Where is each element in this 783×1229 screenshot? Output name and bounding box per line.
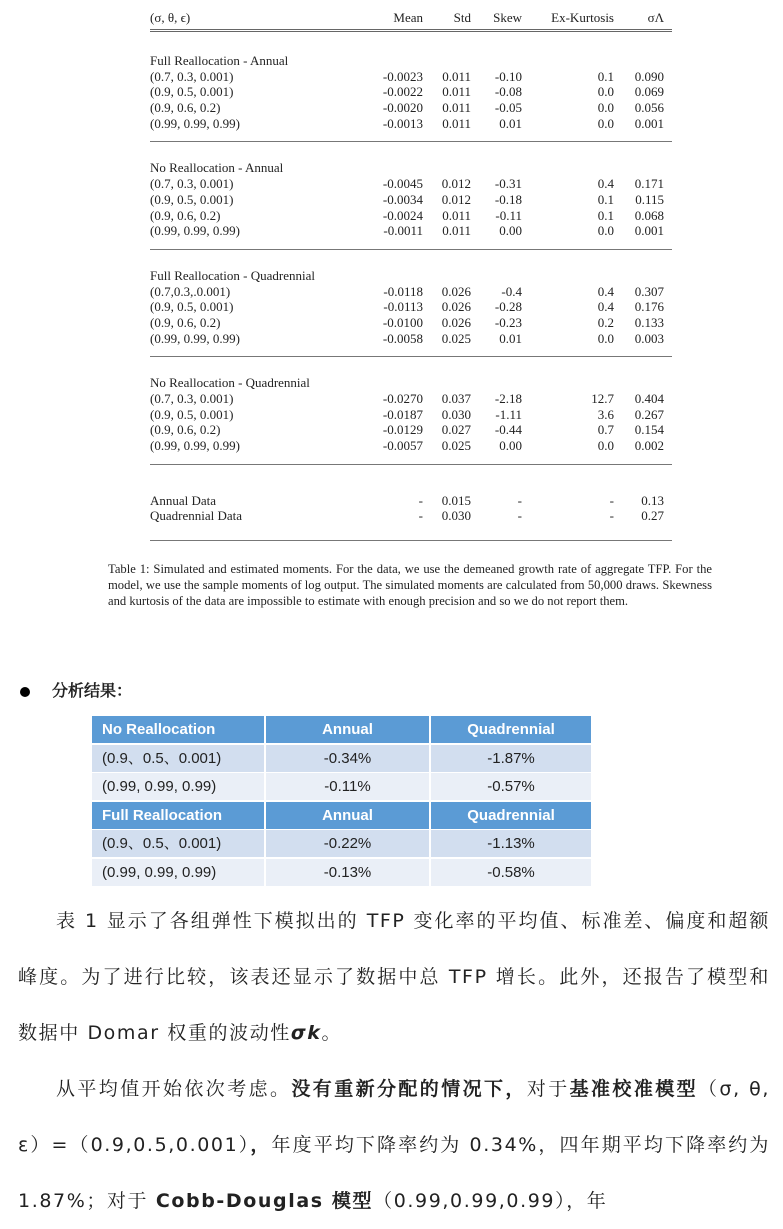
cell: 0.002 bbox=[634, 438, 664, 454]
table-caption: Table 1: Simulated and estimated moments. For the data, we use the demeaned growth rate of aggregate TFP. For the model, we use the sample moments of log output. The simulated moments are calculated from 50,000 draws. Skewness and kurtosis of the data are impossible to estimate with enough precision and so we do not report them. bbox=[108, 562, 712, 608]
cell: -0.31 bbox=[494, 176, 522, 192]
paragraph-2 bbox=[18, 1061, 770, 1229]
bullet-icon bbox=[20, 687, 30, 697]
table-row bbox=[150, 315, 672, 331]
cell: - bbox=[517, 492, 522, 508]
summary-row bbox=[92, 773, 593, 800]
summary-header-row bbox=[92, 716, 593, 743]
header-row bbox=[150, 10, 672, 32]
summary-row bbox=[92, 830, 593, 857]
cell: -0.0034 bbox=[382, 191, 423, 207]
cell: (σ, θ, ϵ) bbox=[150, 10, 191, 25]
cell: (0.9, 0.6, 0.2) bbox=[150, 422, 221, 438]
cell: -0.18 bbox=[494, 191, 522, 207]
cell: 0.037 bbox=[441, 391, 471, 406]
cell: (0.9, 0.6, 0.2) bbox=[150, 314, 221, 330]
cell: -1.87% bbox=[431, 745, 591, 772]
header-cell: Quadrennial bbox=[431, 802, 591, 829]
body-text bbox=[18, 893, 770, 1229]
cell: 0.154 bbox=[634, 422, 664, 438]
header-cell: Quadrennial bbox=[431, 716, 591, 743]
cell: 0.2 bbox=[597, 314, 614, 330]
p2-f: ， bbox=[250, 1134, 272, 1156]
cell: -0.0058 bbox=[382, 330, 423, 346]
cell: 0.4 bbox=[597, 299, 614, 315]
cell: 0.026 bbox=[441, 314, 471, 330]
cell: 0.00 bbox=[499, 438, 522, 454]
cell: Annual Data bbox=[150, 492, 217, 508]
section-heading-text: 分析结果： bbox=[52, 681, 133, 700]
cell: 0.171 bbox=[634, 176, 664, 192]
table-row bbox=[150, 407, 672, 423]
cell: (0.9, 0.6, 0.2) bbox=[150, 100, 221, 116]
cell: 0.030 bbox=[441, 406, 471, 422]
cell: 0.0 bbox=[597, 330, 614, 346]
cell: 0.012 bbox=[441, 191, 471, 207]
cell: (0.99, 0.99, 0.99) bbox=[92, 773, 264, 800]
group-title-text: No Reallocation - Quadrennial bbox=[150, 375, 310, 391]
spacer bbox=[150, 32, 672, 53]
cell: 0.7 bbox=[597, 422, 614, 438]
cell: (0.9, 0.5, 0.001) bbox=[150, 299, 234, 315]
cell: (0.99, 0.99, 0.99) bbox=[150, 223, 240, 239]
cell: 0.1 bbox=[597, 191, 614, 207]
section-heading bbox=[20, 678, 132, 701]
group-divider bbox=[150, 249, 672, 268]
cell: 0.0 bbox=[597, 115, 614, 131]
cell: - bbox=[517, 508, 522, 524]
cell: 0.030 bbox=[441, 508, 471, 524]
cell: -2.18 bbox=[494, 391, 522, 406]
header-cell: Annual bbox=[266, 802, 429, 829]
cell: -0.10 bbox=[494, 68, 522, 84]
cell: -0.11 bbox=[495, 207, 522, 223]
header-cell: Annual bbox=[266, 716, 429, 743]
cell: 0.011 bbox=[442, 68, 471, 84]
group-divider bbox=[150, 464, 672, 493]
group-title-text: No Reallocation - Annual bbox=[150, 160, 284, 176]
p2-g: 年度平均下降率约为 0.34%，四年期平均下降率约为 1.87%；对于 bbox=[18, 1134, 771, 1212]
cell: 0.1 bbox=[597, 207, 614, 223]
table-row bbox=[150, 84, 672, 100]
cell: -1.13% bbox=[431, 830, 591, 857]
cell: -0.0057 bbox=[382, 438, 423, 454]
cell: 0.00 bbox=[499, 223, 522, 239]
group-title bbox=[150, 375, 672, 391]
moments-table bbox=[150, 10, 672, 541]
cell: Std bbox=[453, 10, 471, 25]
cell: 0.176 bbox=[634, 299, 664, 315]
cell: 0.0 bbox=[597, 223, 614, 239]
summary-row bbox=[92, 745, 593, 772]
cell: - bbox=[609, 508, 614, 524]
cell: (0.99, 0.99, 0.99) bbox=[150, 438, 240, 454]
cell: (0.9、0.5、0.001) bbox=[92, 830, 264, 857]
cell: -0.23 bbox=[494, 314, 522, 330]
cell: - bbox=[609, 492, 614, 508]
table-row bbox=[150, 192, 672, 208]
cell: 0.4 bbox=[597, 283, 614, 299]
table-row bbox=[150, 331, 672, 347]
cell: 0.027 bbox=[441, 422, 471, 438]
cell: (0.9、0.5、0.001) bbox=[92, 745, 264, 772]
p2-c: 对于 bbox=[526, 1078, 570, 1100]
cell: -0.13% bbox=[266, 859, 429, 886]
cell: (0.9, 0.5, 0.001) bbox=[150, 84, 234, 100]
cell: 0.011 bbox=[442, 115, 471, 131]
cell: -0.57% bbox=[431, 773, 591, 800]
cell: 0.01 bbox=[499, 115, 522, 131]
cell: 0.27 bbox=[641, 508, 664, 524]
cell: 0.133 bbox=[634, 314, 664, 330]
summary-row bbox=[92, 859, 593, 886]
cell: 0.003 bbox=[634, 330, 664, 346]
cell: 0.090 bbox=[634, 68, 664, 84]
cell: 0.307 bbox=[634, 283, 664, 299]
cell: -0.28 bbox=[494, 299, 522, 315]
paragraph-1 bbox=[18, 893, 770, 1061]
p2-i: （0.99,0.99,0.99），年 bbox=[373, 1190, 608, 1212]
cell: -0.0045 bbox=[382, 176, 423, 192]
cell: 0.0 bbox=[597, 438, 614, 454]
table-row bbox=[150, 176, 672, 192]
cell: 0.001 bbox=[634, 223, 664, 239]
cell: 0.025 bbox=[441, 330, 471, 346]
cell: -0.0020 bbox=[382, 100, 423, 116]
cell: -0.0023 bbox=[382, 68, 423, 84]
table-row bbox=[150, 438, 672, 454]
cell: (0.9, 0.5, 0.001) bbox=[150, 406, 234, 422]
table-row bbox=[150, 208, 672, 224]
cell: -0.05 bbox=[494, 100, 522, 116]
table-row bbox=[150, 284, 672, 300]
table-row bbox=[150, 223, 672, 239]
cell: -0.0187 bbox=[382, 406, 423, 422]
table-row bbox=[150, 116, 672, 132]
cell: -0.0113 bbox=[383, 299, 423, 315]
cell: 0.4 bbox=[597, 176, 614, 192]
cell: (0.99, 0.99, 0.99) bbox=[92, 859, 264, 886]
group-title-text: Full Reallocation - Annual bbox=[150, 53, 289, 68]
cell: -0.22% bbox=[266, 830, 429, 857]
cell: 0.115 bbox=[635, 191, 664, 207]
cell: (0.7,0.3,.0.001) bbox=[150, 283, 231, 299]
cell: (0.7, 0.3, 0.001) bbox=[150, 176, 234, 192]
cell: 0.011 bbox=[442, 84, 471, 100]
group-title bbox=[150, 160, 672, 176]
cell: 0.001 bbox=[634, 115, 664, 131]
cell: 0.025 bbox=[441, 438, 471, 454]
cell: -0.0022 bbox=[382, 84, 423, 100]
cell: -0.34% bbox=[266, 745, 429, 772]
sigma-k-symbol: σk bbox=[290, 1022, 322, 1044]
cell: Ex-Kurtosis bbox=[551, 10, 614, 25]
cell: 0.068 bbox=[634, 207, 664, 223]
cell: (0.7, 0.3, 0.001) bbox=[150, 391, 234, 406]
cell: Skew bbox=[493, 10, 522, 25]
cell: 0.1 bbox=[597, 68, 614, 84]
cell: -0.0100 bbox=[382, 314, 423, 330]
cell: 0.011 bbox=[442, 223, 471, 239]
data-row bbox=[150, 508, 672, 524]
p2-h: Cobb-Douglas 模型 bbox=[155, 1190, 374, 1212]
table-row bbox=[150, 100, 672, 116]
cell: (0.9, 0.5, 0.001) bbox=[150, 191, 234, 207]
p2-a: 从平均值开始依次考虑。 bbox=[56, 1078, 292, 1100]
cell: 0.0 bbox=[597, 84, 614, 100]
bottom-rule bbox=[150, 540, 672, 541]
group-divider bbox=[150, 141, 672, 160]
table-row bbox=[150, 422, 672, 438]
cell: -0.44 bbox=[494, 422, 522, 438]
cell: 0.267 bbox=[634, 406, 664, 422]
group-title bbox=[150, 53, 672, 69]
cell: - bbox=[418, 492, 423, 508]
cell: -0.58% bbox=[431, 859, 591, 886]
p1-end: 。 bbox=[321, 1022, 343, 1044]
cell: 0.13 bbox=[641, 492, 664, 508]
cell: -0.0129 bbox=[382, 422, 423, 438]
cell: 0.01 bbox=[499, 330, 522, 346]
data-row bbox=[150, 493, 672, 509]
cell: -0.0118 bbox=[383, 283, 423, 299]
cell: 0.011 bbox=[442, 207, 471, 223]
summary-table bbox=[92, 716, 593, 887]
cell: (0.99, 0.99, 0.99) bbox=[150, 115, 240, 131]
header-cell: No Reallocation bbox=[92, 716, 264, 743]
cell: 0.069 bbox=[634, 84, 664, 100]
p1-text: 表 1 显示了各组弹性下模拟出的 TFP 变化率的平均值、标准差、偏度和超额峰度。为了进行比较，该表还显示了数据中总 TFP 增长。此外，还报告了模型和数据中 Domar 权重的波动性 bbox=[18, 910, 770, 1044]
cell: 0.026 bbox=[441, 299, 471, 315]
p2-b: 没有重新分配的情况下， bbox=[291, 1078, 527, 1100]
header-cell: Full Reallocation bbox=[92, 802, 264, 829]
cell: (0.9, 0.6, 0.2) bbox=[150, 207, 221, 223]
cell: -0.0270 bbox=[382, 391, 423, 406]
cell: (0.7, 0.3, 0.001) bbox=[150, 68, 234, 84]
cell: σΛ bbox=[647, 10, 664, 25]
cell: 12.7 bbox=[591, 391, 614, 406]
cell: 0.011 bbox=[442, 100, 471, 116]
table-row bbox=[150, 69, 672, 85]
cell: - bbox=[418, 508, 423, 524]
table-row bbox=[150, 391, 672, 407]
p2-d: 基准校准模型 bbox=[569, 1078, 699, 1100]
cell: Quadrennial Data bbox=[150, 508, 243, 524]
cell: -0.0024 bbox=[382, 207, 423, 223]
summary-header-row bbox=[92, 802, 593, 829]
group-title-text: Full Reallocation - Quadrennial bbox=[150, 267, 315, 283]
cell: 0.012 bbox=[441, 176, 471, 192]
cell: 0.056 bbox=[634, 100, 664, 116]
cell: 0.404 bbox=[634, 391, 664, 406]
cell: 3.6 bbox=[597, 406, 614, 422]
cell: 0.026 bbox=[441, 283, 471, 299]
cell: Mean bbox=[393, 10, 423, 25]
cell: -0.11% bbox=[266, 773, 429, 800]
cell: -1.11 bbox=[495, 406, 522, 422]
cell: 0.015 bbox=[441, 492, 471, 508]
cell: -0.08 bbox=[494, 84, 522, 100]
cell: (0.99, 0.99, 0.99) bbox=[150, 330, 240, 346]
table-row bbox=[150, 299, 672, 315]
group-title bbox=[150, 268, 672, 284]
cell: 0.0 bbox=[597, 100, 614, 116]
group-divider bbox=[150, 356, 672, 375]
cell: -0.0013 bbox=[382, 115, 423, 131]
cell: -0.0011 bbox=[383, 223, 423, 239]
cell: -0.4 bbox=[501, 283, 522, 299]
p2-e: （σ, θ, ε）=（0.9,0.5,0.001） bbox=[18, 1078, 771, 1156]
